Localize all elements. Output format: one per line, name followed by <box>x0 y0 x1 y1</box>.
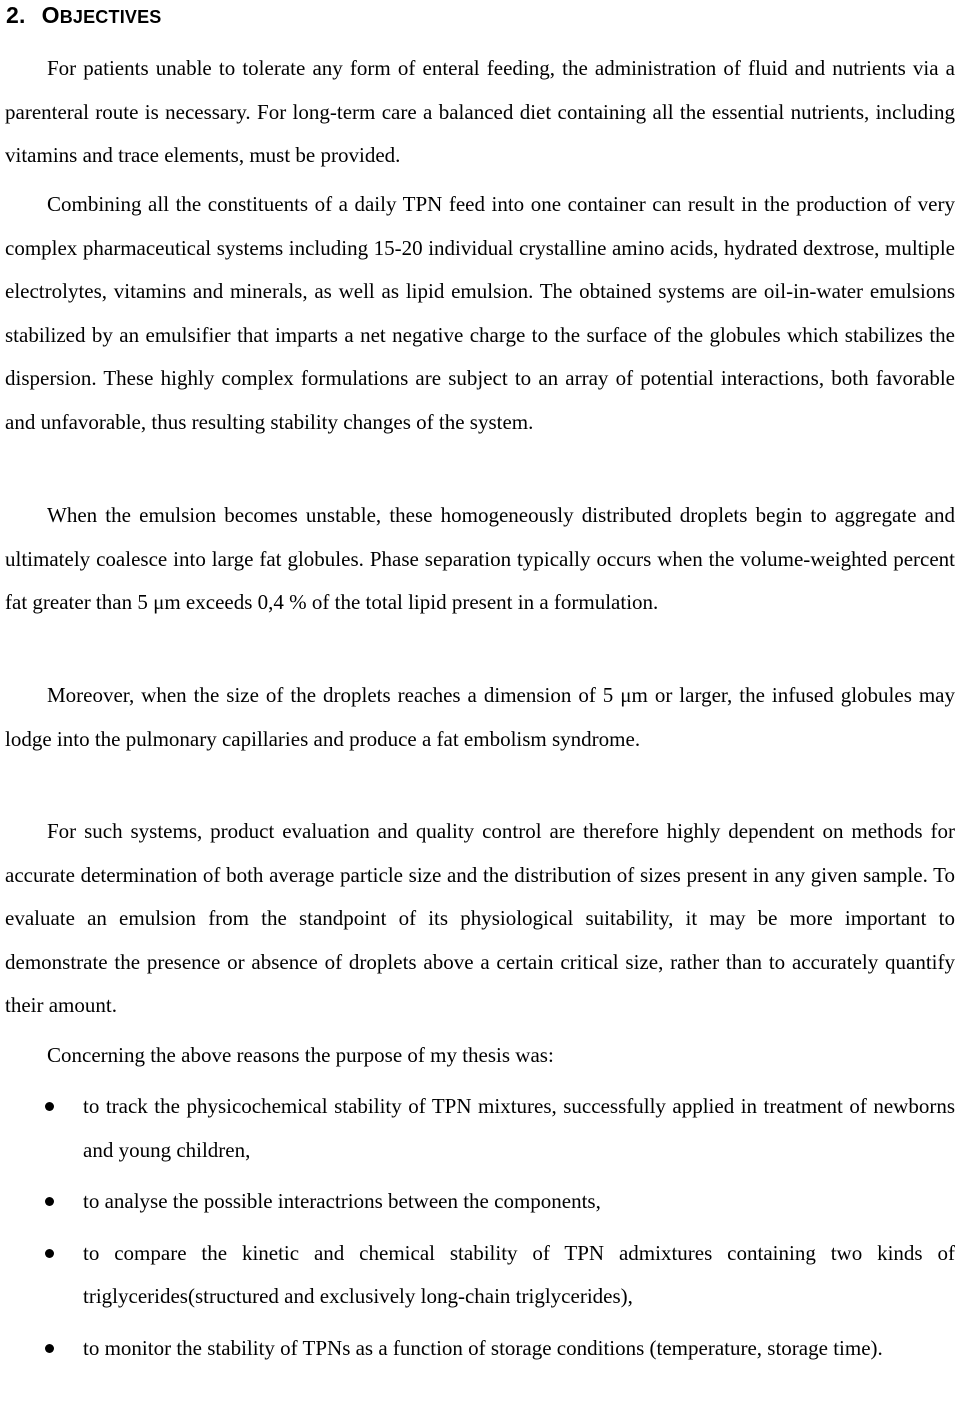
paragraph-5: For such systems, product evaluation and quality control are therefore highly dependent on methods for accurate determination of both average particle size and the distribution of sizes present in any given sample. To evaluate an emulsion from the standpoint of its physiological suitability, it may be more important to demonstrate the presence or absence of droplets above a certain critical size, rather than to accurately quantify their amount. <box>5 819 955 1018</box>
list-item <box>5 1180 955 1224</box>
paragraph-2: Combining all the constituents of a daily TPN feed into one container can result in the production of very complex pharmaceutical systems including 15-20 individual crystalline amino acids, hydrated dextrose, multiple electrolytes, vitamins and minerals, as well as lipid emulsion. The obtained systems are oil-in-water emulsions stabilized by an emulsifier that imparts a net negative charge to the surface of the globules which stabilizes the dispersion. These highly complex formulations are subject to an array of potential interactions, both favorable and unfavorable, thus resulting stability changes of the system. <box>5 192 955 434</box>
paragraph-1: For patients unable to tolerate any form of enteral feeding, the administration of fluid and nutrients via a parenteral route is necessary. For long-term care a balanced diet containing all the essential nutrients, including vitamins and trace elements, must be provided. <box>5 56 955 168</box>
section-number: 2. <box>6 2 26 28</box>
paragraph-6: Concerning the above reasons the purpose of my thesis was: <box>47 1043 554 1067</box>
bullet-icon <box>45 1102 54 1111</box>
list-item-text: to track the physicochemical stability of TPN mixtures, successfully applied in treatment of newborns and young children, <box>83 1094 955 1162</box>
list-item <box>5 1327 955 1371</box>
list-item <box>5 1232 955 1319</box>
section-title-rest: BJECTIVES <box>59 7 162 27</box>
list-item-text: to compare the kinetic and chemical stability of TPN admixtures containing two kinds of triglycerides(structured and exclusively long-chain triglycerides), <box>83 1240 955 1309</box>
section-heading <box>6 0 162 32</box>
list-item-text: to monitor the stability of TPNs as a function of storage conditions (temperature, storage time). <box>83 1335 883 1360</box>
bullet-icon <box>45 1249 54 1258</box>
list-item <box>5 1085 955 1172</box>
list-item-text: to analyse the possible interactrions between the components, <box>83 1189 601 1214</box>
objectives-list <box>5 1085 955 1371</box>
bullet-icon <box>45 1344 54 1353</box>
section-title-initial: O <box>41 2 60 28</box>
paragraph-4: Moreover, when the size of the droplets reaches a dimension of 5 μm or larger, the infused globules may lodge into the pulmonary capillaries and produce a fat embolism syndrome. <box>5 683 955 751</box>
paragraph-3: When the emulsion becomes unstable, these homogeneously distributed droplets begin to aggregate and ultimately coalesce into large fat globules. Phase separation typically occurs when the volume-weighted percent fat greater than 5 μm exceeds 0,4 % of the total lipid present in a formulation. <box>5 503 955 615</box>
bullet-icon <box>45 1197 54 1206</box>
